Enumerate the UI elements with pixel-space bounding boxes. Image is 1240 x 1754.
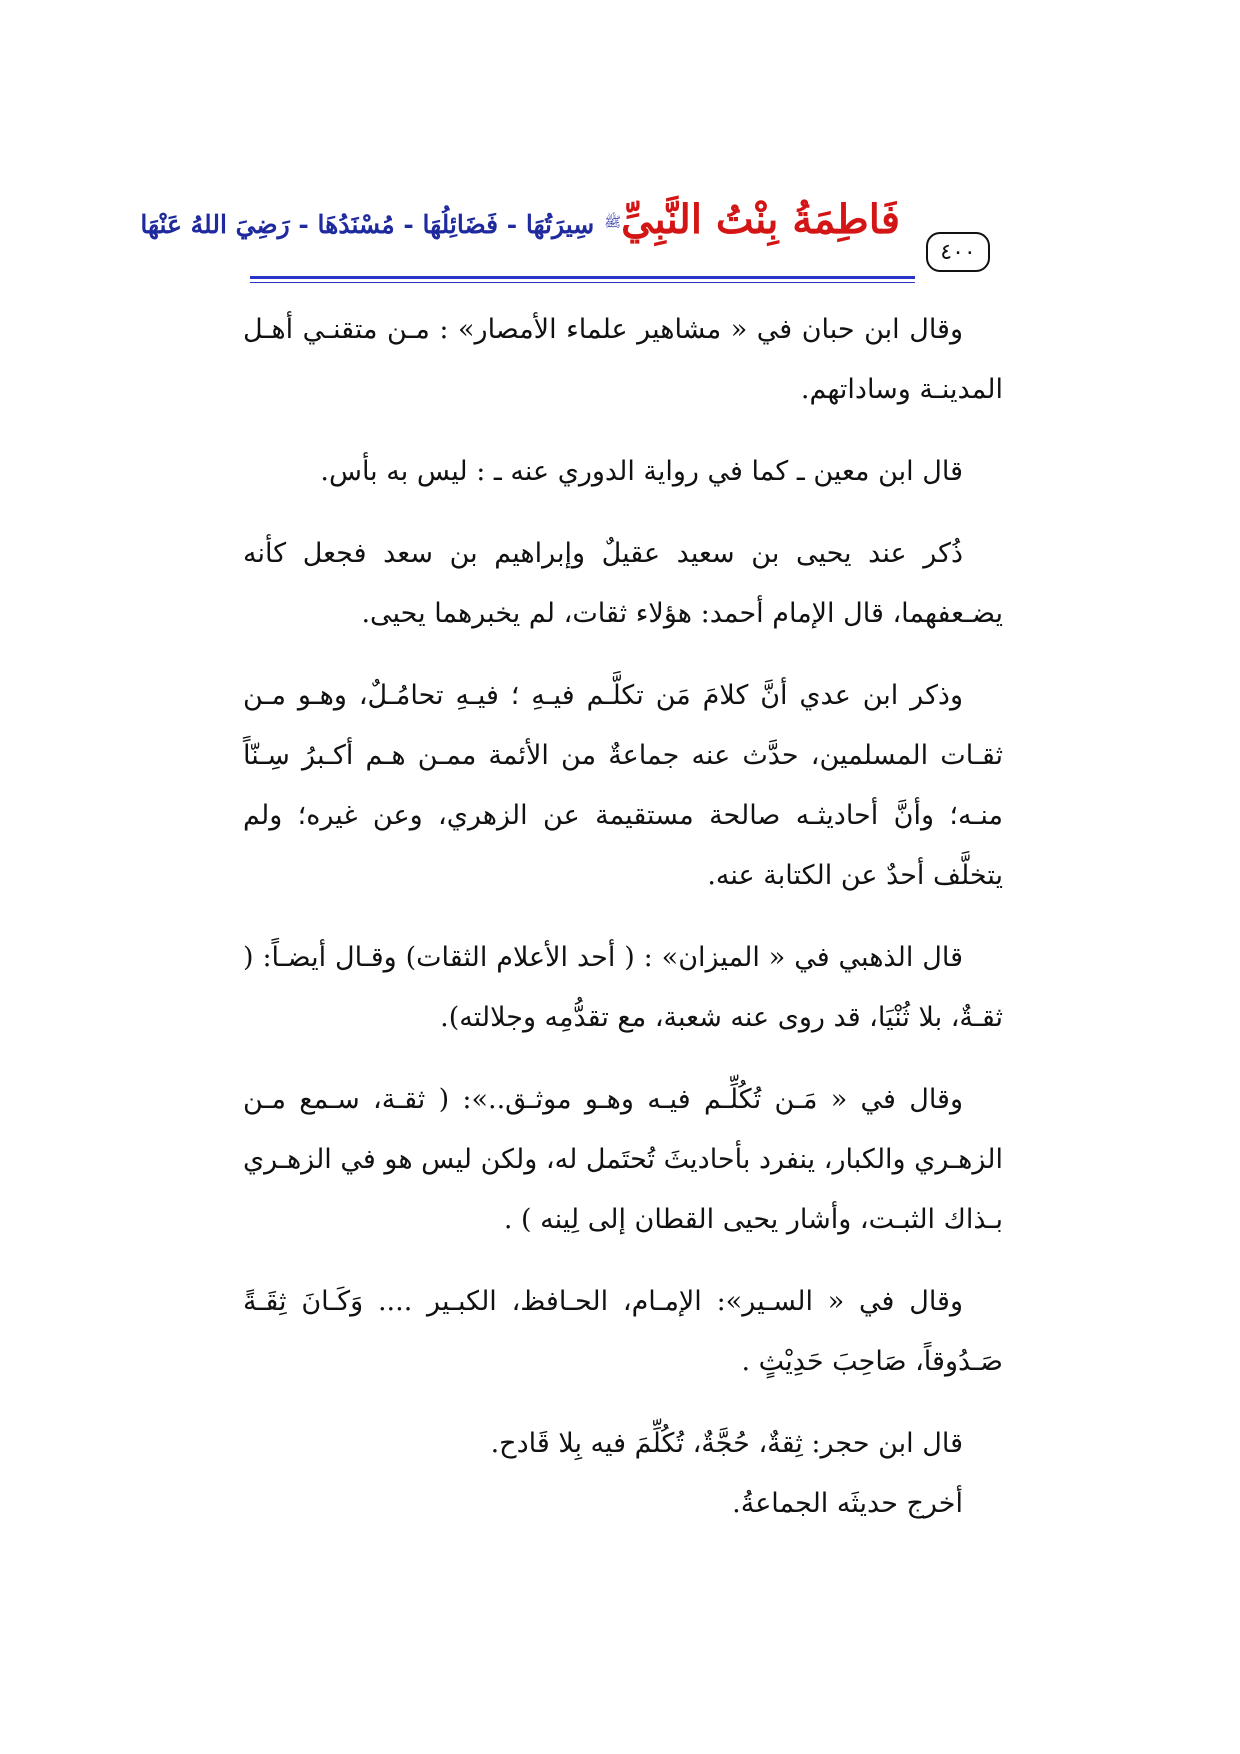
paragraph: وذكر ابن عدي أنَّ كلامَ مَن تكلَّـم فيـهِ ؛ فيـهِ تحامُـلٌ، وهـو مـن ثقـات المسلمين، حدَّث عنه جماعةٌ من الأئمة ممـن هـم أكـبرُ سِـنّاً منـه؛ وأنَّ أحاديثـه صالحة مستقيمة عن الزهري، وعن غيره؛ ولم يتخلَّف أحدٌ عن الكتابة عنه. bbox=[243, 680, 1003, 891]
honorific-mark: ﷺ bbox=[604, 214, 622, 231]
paragraph: وقال في « مَـن تُكُلِّـم فيـه وهـو موثـق..»: ( ثقـة، سـمع مـن الزهـري والكبار، ينفرد بأحاديثَ تُحتَمل له، ولكن ليس هو في الزهـري بـذاك الثبـت، وأشار يحيى القطان إلى لِينه ) . bbox=[243, 1084, 1003, 1235]
page-body bbox=[243, 300, 1003, 1534]
page-number: ٤٠٠ bbox=[926, 232, 990, 272]
paragraph: وقال ابن حبان في « مشاهير علماء الأمصار» : مـن متقنـي أهـل المدينـة وساداتهم. bbox=[243, 314, 1003, 405]
paragraph: قال الذهبي في « الميزان» : ( أحد الأعلام الثقات) وقـال أيضـاً: ( ثقـةٌ، بلا ثُنْيَا، قد روى عنه شعبة، مع تقدُّمِه وجلالته). bbox=[243, 942, 1003, 1033]
header-rule bbox=[250, 276, 915, 279]
paragraph: قال ابن معين ـ كما في رواية الدوري عنه ـ : ليس به بأس. bbox=[320, 456, 963, 487]
book-title-main: فَاطِمَةُ بِنْتُ النَّبِيِّ bbox=[621, 196, 900, 243]
header-rule-thin bbox=[250, 282, 915, 283]
paragraph: ذُكر عند يحيى بن سعيد عقيلٌ وإبراهيم بن سعد فجعل كأنه يضـعفهما، قال الإمام أحمد: هؤلاء ثقات، لم يخبرهما يحيى. bbox=[243, 538, 1003, 629]
paragraph: أخرج حديثَه الجماعةُ. bbox=[732, 1488, 963, 1519]
book-title-subtitle: سِيرَتُهَا - فَضَائِلُهَا - مُسْنَدُهَا - رَضِيَ اللهُ عَنْهَا bbox=[140, 210, 595, 239]
page-header bbox=[140, 190, 990, 280]
book-title bbox=[140, 196, 900, 266]
paragraph: وقال في « السـير»: الإمـام، الحـافظ، الكبـير .... وَكَـانَ ثِقَـةً صَـدُوقاً، صَاحِبَ حَدِيْثٍ . bbox=[243, 1286, 1003, 1377]
paragraph: قال ابن حجر: ثِقةٌ، حُجَّةٌ، تُكُلِّمَ فيه بِلا قَادح. bbox=[490, 1428, 963, 1459]
